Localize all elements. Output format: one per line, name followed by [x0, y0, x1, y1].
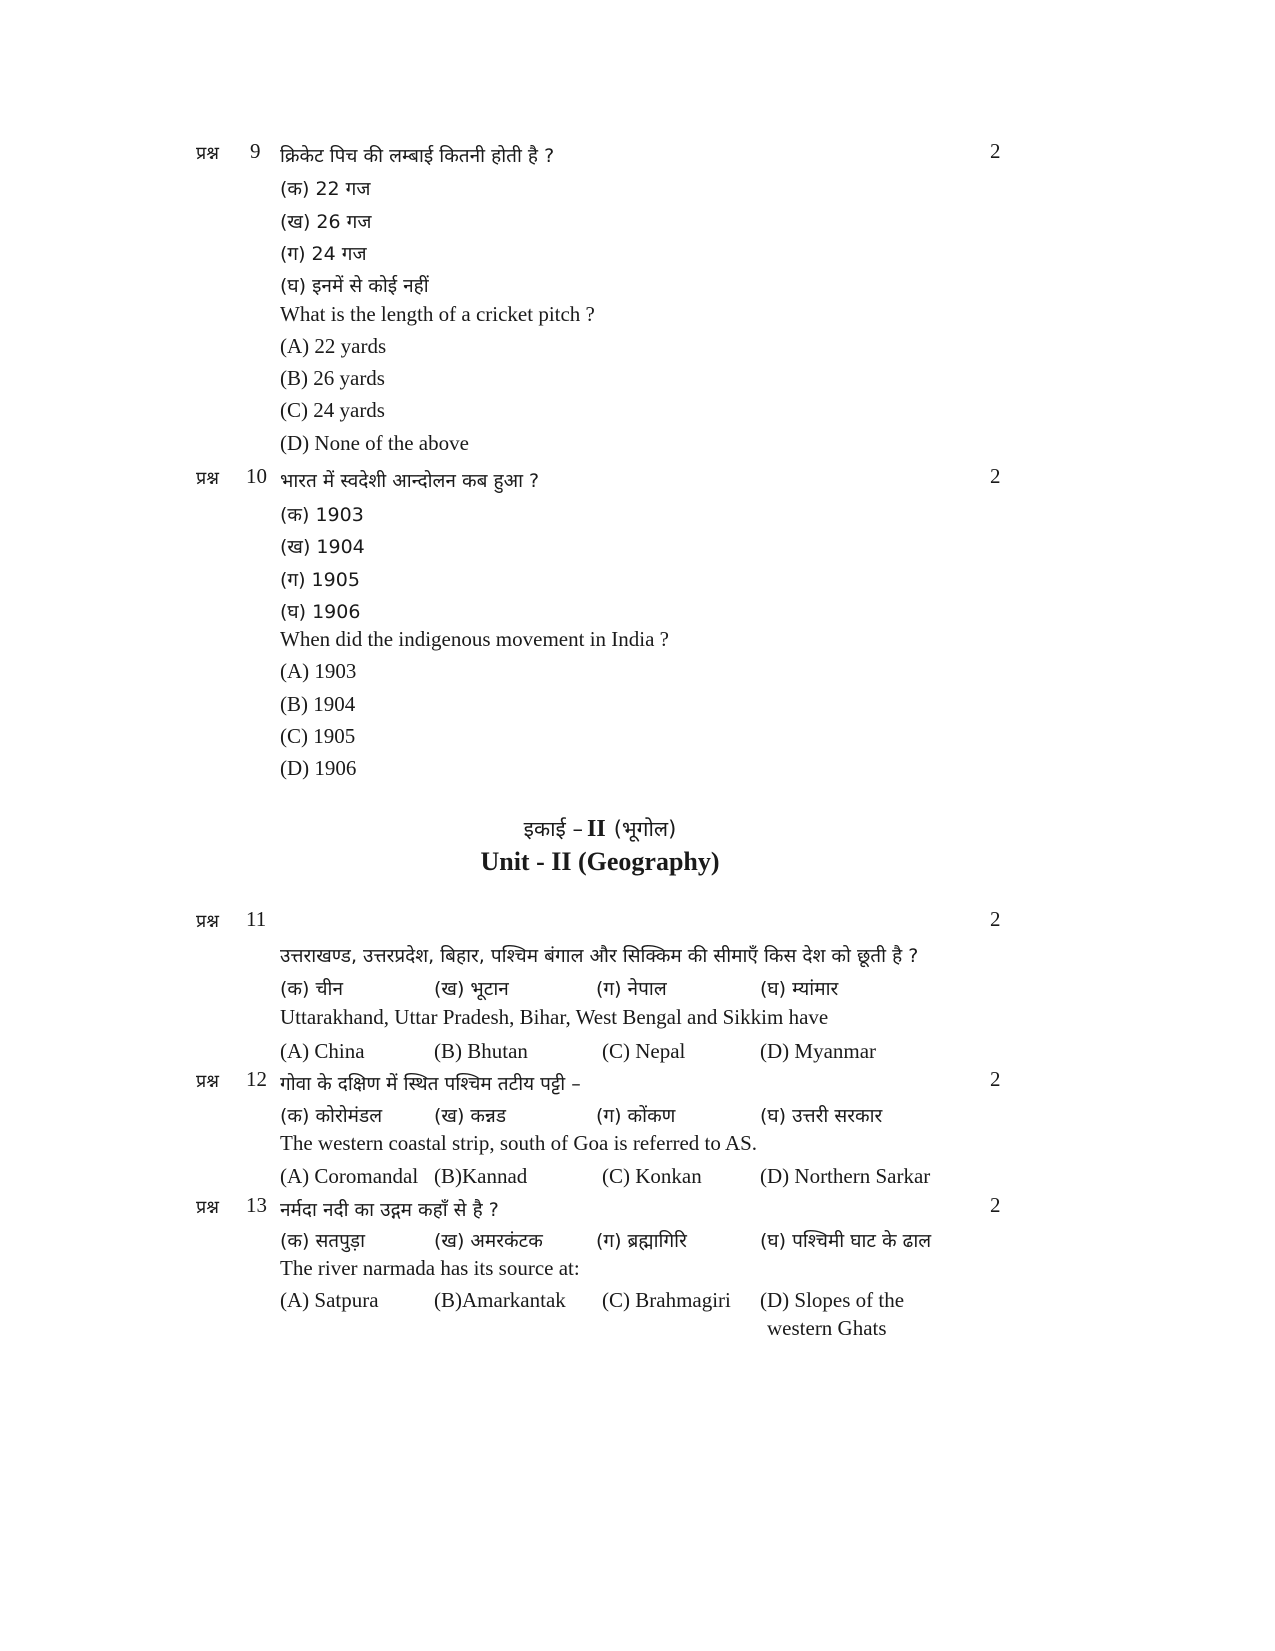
question-marks: 2 [990, 1193, 1001, 1217]
question-number: 11 [246, 907, 267, 931]
question-marks: 2 [990, 907, 1001, 931]
question-text-hindi: भारत में स्वदेशी आन्दोलन कब हुआ ? [280, 470, 540, 492]
option-english: (A) 22 yards [280, 334, 387, 358]
option-english: (B)Kannad [434, 1164, 528, 1188]
option-english: (D) 1906 [280, 756, 357, 780]
option-hindi: (ग) 1905 [280, 569, 360, 591]
option-english: (A) 1903 [280, 659, 357, 683]
option-english: (A) Coromandal [280, 1164, 419, 1188]
question-label: प्रश्न [196, 468, 219, 489]
option-english: (B) 1904 [280, 692, 356, 716]
question-number: 10 [246, 464, 267, 488]
option-hindi: (ग) कोंकण [596, 1105, 676, 1127]
unit-roman: II [587, 816, 606, 842]
option-english: (D) Myanmar [760, 1039, 877, 1063]
option-hindi: (क) चीन [280, 978, 343, 1000]
option-hindi: (ख) भूटान [434, 978, 509, 1000]
option-hindi: (ग) नेपाल [596, 978, 667, 1000]
option-hindi: (घ) 1906 [280, 601, 361, 623]
option-hindi: (क) सतपुड़ा [280, 1230, 366, 1252]
option-english: (A) Satpura [280, 1288, 379, 1312]
option-hindi: (ग) 24 गज [280, 243, 367, 265]
option-hindi: (घ) इनमें से कोई नहीं [280, 275, 429, 297]
question-text-hindi: क्रिकेट पिच की लम्बाई कितनी होती है ? [280, 145, 555, 167]
option-english: (D) Slopes of the [760, 1288, 905, 1312]
option-hindi: (क) 1903 [280, 504, 364, 526]
unit-prefix: इकाई – [523, 817, 584, 841]
question-number: 9 [250, 139, 261, 163]
option-hindi: (घ) म्यांमार [760, 978, 839, 1000]
option-english: (D) Northern Sarkar [760, 1164, 931, 1188]
option-english: (B)Amarkantak [434, 1288, 566, 1312]
question-number: 12 [246, 1067, 267, 1091]
option-hindi: (ग) ब्रह्मागिरि [596, 1230, 687, 1252]
option-english: (B) 26 yards [280, 366, 385, 390]
question-text-english: Uttarakhand, Uttar Pradesh, Bihar, West Bengal and Sikkim have [280, 1005, 829, 1029]
question-marks: 2 [990, 1067, 1001, 1091]
question-number: 13 [246, 1193, 267, 1217]
question-text-hindi: नर्मदा नदी का उद्गम कहाँ से है ? [280, 1199, 499, 1221]
question-marks: 2 [990, 139, 1001, 163]
option-hindi: (घ) उत्तरी सरकार [760, 1105, 883, 1127]
question-label: प्रश्न [196, 1197, 219, 1218]
option-hindi: (क) 22 गज [280, 178, 371, 200]
question-text-english: The western coastal strip, south of Goa is referred to AS. [280, 1131, 758, 1155]
option-hindi: (ख) 1904 [280, 536, 365, 558]
question-text-english: What is the length of a cricket pitch ? [280, 302, 595, 326]
question-text-english: When did the indigenous movement in India ? [280, 627, 669, 651]
question-label: प्रश्न [196, 143, 219, 164]
question-text-hindi: उत्तराखण्ड, उत्तरप्रदेश, बिहार, पश्चिम बंगाल और सिक्किम की सीमाएँ किस देश को छूती है ? [280, 945, 919, 967]
unit-subject-hindi: (भूगोल) [613, 817, 677, 841]
question-label: प्रश्न [196, 1071, 219, 1092]
option-hindi: (ख) कन्नड [434, 1105, 506, 1127]
option-english: (C) Konkan [602, 1164, 702, 1188]
option-english: (C) 24 yards [280, 398, 385, 422]
question-text-english: The river narmada has its source at: [280, 1256, 580, 1280]
unit-heading-english: Unit - II (Geography) [480, 847, 720, 876]
option-english: (C) Nepal [602, 1039, 686, 1063]
option-hindi: (क) कोरोमंडल [280, 1105, 383, 1127]
question-text-hindi: गोवा के दक्षिण में स्थित पश्चिम तटीय पट्टी – [280, 1073, 581, 1095]
option-english-continuation: western Ghats [767, 1316, 887, 1340]
unit-heading-hindi [0, 815, 1200, 843]
option-english: (C) Brahmagiri [602, 1288, 731, 1312]
option-english: (C) 1905 [280, 724, 356, 748]
option-english: (B) Bhutan [434, 1039, 528, 1063]
option-english: (D) None of the above [280, 431, 469, 455]
question-marks: 2 [990, 464, 1001, 488]
option-english: (A) China [280, 1039, 365, 1063]
question-label: प्रश्न [196, 911, 219, 932]
option-hindi: (घ) पश्चिमी घाट के ढाल [760, 1230, 932, 1252]
option-hindi: (ख) अमरकंटक [434, 1230, 543, 1252]
option-hindi: (ख) 26 गज [280, 211, 372, 233]
